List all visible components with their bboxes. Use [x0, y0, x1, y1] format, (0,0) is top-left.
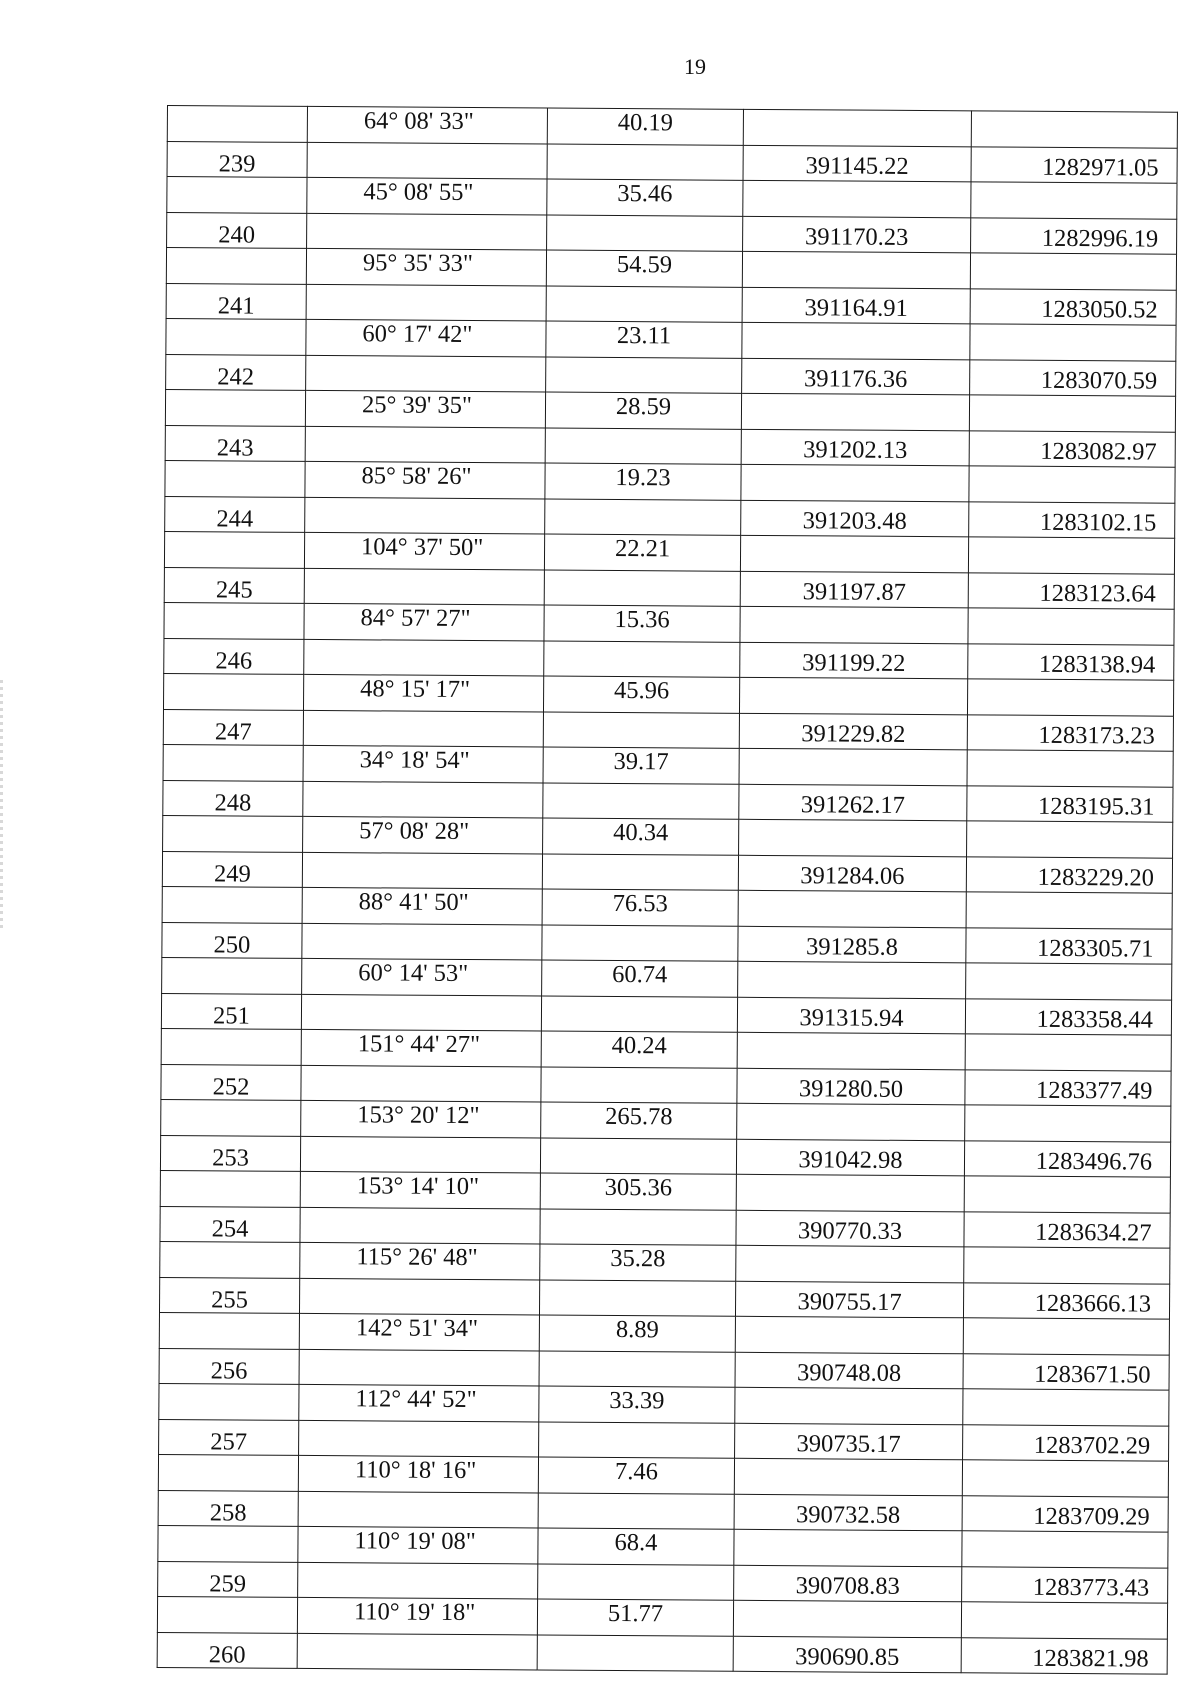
bearing-cell: [302, 852, 542, 889]
station-cell: [159, 1383, 299, 1419]
station-cell: 260: [157, 1632, 297, 1668]
distance-cell: 40.19: [547, 108, 743, 145]
northing-cell: 1283138.94: [968, 643, 1174, 680]
northing-cell: 1283671.50: [963, 1353, 1169, 1390]
easting-cell: [734, 1529, 962, 1566]
easting-cell: [738, 961, 966, 998]
bearing-cell: 64° 08' 33": [307, 106, 547, 143]
bearing-cell: [304, 568, 544, 605]
distance-cell: 35.46: [547, 179, 743, 216]
distance-cell: [541, 996, 737, 1033]
distance-cell: [538, 1563, 734, 1600]
station-cell: [167, 106, 307, 142]
distance-cell: 265.78: [541, 1102, 737, 1139]
bearing-cell: 153° 14' 10": [300, 1171, 540, 1208]
northing-cell: 1283102.15: [969, 501, 1175, 538]
easting-cell: 391284.06: [738, 855, 966, 892]
easting-cell: [741, 393, 969, 430]
easting-cell: [733, 1600, 961, 1637]
northing-cell: 1283229.20: [966, 856, 1172, 893]
bearing-cell: 48° 15' 17": [303, 674, 543, 711]
northing-cell: 1283634.27: [964, 1211, 1170, 1248]
distance-cell: 8.89: [539, 1315, 735, 1352]
easting-cell: [739, 677, 967, 714]
bearing-cell: [304, 639, 544, 676]
easting-cell: [741, 464, 969, 501]
easting-cell: 391164.91: [742, 287, 970, 324]
northing-cell: [968, 608, 1174, 645]
station-cell: 247: [163, 709, 303, 745]
northing-cell: 1283709.29: [962, 1495, 1168, 1532]
bearing-cell: 60° 17' 42": [306, 319, 546, 356]
station-cell: [164, 602, 304, 638]
easting-cell: [737, 1103, 965, 1140]
bearing-cell: [307, 142, 547, 179]
bearing-cell: 88° 41' 50": [302, 887, 542, 924]
station-cell: [159, 1312, 299, 1348]
bearing-cell: 115° 26' 48": [300, 1242, 540, 1279]
northing-cell: [967, 821, 1173, 858]
distance-cell: [546, 357, 742, 394]
distance-cell: [539, 1421, 735, 1458]
distance-cell: 54.59: [546, 250, 742, 287]
bearing-cell: 104° 37' 50": [304, 532, 544, 569]
easting-cell: [739, 819, 967, 856]
station-cell: 248: [163, 780, 303, 816]
station-cell: 245: [164, 567, 304, 603]
northing-cell: [961, 1602, 1167, 1639]
station-cell: 250: [162, 922, 302, 958]
station-cell: [163, 744, 303, 780]
easting-cell: 391280.50: [737, 1068, 965, 1105]
distance-cell: [547, 144, 743, 181]
northing-cell: 1283173.23: [967, 714, 1173, 751]
bearing-cell: 142° 51' 34": [299, 1313, 539, 1350]
station-cell: 257: [159, 1419, 299, 1455]
distance-cell: 28.59: [545, 392, 741, 429]
bearing-cell: [300, 1136, 540, 1173]
easting-cell: 391042.98: [736, 1139, 964, 1176]
distance-cell: [539, 1350, 735, 1387]
station-cell: 255: [159, 1277, 299, 1313]
page-number: 19: [684, 54, 706, 79]
northing-cell: 1283195.31: [967, 785, 1173, 822]
northing-cell: [967, 679, 1173, 716]
bearing-cell: 60° 14' 53": [302, 958, 542, 995]
northing-cell: 1283123.64: [968, 572, 1174, 609]
station-cell: 252: [161, 1064, 301, 1100]
easting-cell: 391145.22: [743, 145, 971, 182]
northing-cell: [964, 1176, 1170, 1213]
bearing-cell: 84° 57' 27": [304, 603, 544, 640]
distance-cell: [544, 641, 740, 678]
northing-cell: 1283050.52: [970, 288, 1176, 325]
bearing-cell: 110° 18' 16": [298, 1455, 538, 1492]
station-cell: [162, 886, 302, 922]
station-cell: [165, 389, 305, 425]
easting-cell: [735, 1316, 963, 1353]
station-cell: [158, 1525, 298, 1561]
distance-cell: [538, 1492, 734, 1529]
station-cell: [157, 1596, 297, 1632]
distance-cell: [541, 1067, 737, 1104]
distance-cell: 19.23: [545, 463, 741, 500]
northing-cell: [969, 466, 1175, 503]
station-cell: [164, 531, 304, 567]
station-cell: [166, 248, 306, 284]
distance-cell: 45.96: [543, 676, 739, 713]
easting-cell: [735, 1387, 963, 1424]
station-cell: [160, 1241, 300, 1277]
distance-cell: 68.4: [538, 1528, 734, 1565]
northing-cell: [962, 1531, 1168, 1568]
easting-cell: 391203.48: [741, 500, 969, 537]
survey-coordinates-table: [157, 105, 1178, 1675]
northing-cell: [969, 395, 1175, 432]
easting-cell: 391285.8: [738, 926, 966, 963]
northing-cell: 1283821.98: [961, 1637, 1167, 1674]
bearing-cell: [306, 355, 546, 392]
easting-cell: 391229.82: [739, 713, 967, 750]
easting-cell: 391262.17: [739, 784, 967, 821]
northing-cell: [965, 1105, 1171, 1142]
station-cell: 241: [166, 283, 306, 319]
station-cell: [158, 1454, 298, 1490]
distance-cell: 7.46: [538, 1457, 734, 1494]
station-cell: 253: [160, 1135, 300, 1171]
bearing-cell: 34° 18' 54": [303, 745, 543, 782]
easting-cell: 390755.17: [735, 1281, 963, 1318]
easting-cell: 390708.83: [734, 1565, 962, 1602]
scan-edge-mark: [0, 680, 3, 930]
northing-cell: 1283070.59: [970, 359, 1176, 396]
northing-cell: [963, 1318, 1169, 1355]
distance-cell: 22.21: [544, 534, 740, 571]
bearing-cell: 25° 39' 35": [305, 390, 545, 427]
distance-cell: [542, 925, 738, 962]
easting-cell: 391170.23: [743, 216, 971, 253]
northing-cell: 1283377.49: [965, 1069, 1171, 1106]
bearing-cell: [298, 1491, 538, 1528]
easting-cell: [742, 251, 970, 288]
bearing-cell: 153° 20' 12": [301, 1100, 541, 1137]
distance-cell: [547, 215, 743, 252]
bearing-cell: [301, 1065, 541, 1102]
easting-cell: [736, 1174, 964, 1211]
northing-cell: [967, 750, 1173, 787]
northing-cell: [966, 892, 1172, 929]
distance-cell: 35.28: [540, 1244, 736, 1281]
distance-cell: 39.17: [543, 747, 739, 784]
bearing-cell: 112° 44' 52": [299, 1384, 539, 1421]
distance-cell: 15.36: [544, 605, 740, 642]
station-cell: 258: [158, 1490, 298, 1526]
easting-cell: 390690.85: [733, 1636, 961, 1673]
survey-table-body: [157, 106, 1177, 1675]
bearing-cell: [305, 497, 545, 534]
northing-cell: [963, 1389, 1169, 1426]
easting-cell: 390735.17: [735, 1423, 963, 1460]
northing-cell: [971, 182, 1177, 219]
distance-cell: 305.36: [540, 1173, 736, 1210]
distance-cell: [545, 428, 741, 465]
bearing-cell: [303, 710, 543, 747]
station-cell: [163, 815, 303, 851]
station-cell: 246: [164, 638, 304, 674]
distance-cell: 76.53: [542, 889, 738, 926]
easting-cell: [737, 1032, 965, 1069]
easting-cell: [740, 606, 968, 643]
bearing-cell: 85° 58' 26": [305, 461, 545, 498]
distance-cell: 33.39: [539, 1386, 735, 1423]
station-cell: 256: [159, 1348, 299, 1384]
station-row: [157, 1632, 1167, 1674]
distance-cell: 40.34: [543, 818, 739, 855]
station-cell: 240: [167, 212, 307, 248]
distance-cell: [542, 854, 738, 891]
station-cell: [163, 673, 303, 709]
bearing-cell: [306, 284, 546, 321]
bearing-cell: [300, 1207, 540, 1244]
easting-cell: 390732.58: [734, 1494, 962, 1531]
distance-cell: [540, 1138, 736, 1175]
distance-cell: 60.74: [542, 960, 738, 997]
bearing-cell: [301, 994, 541, 1031]
distance-cell: [539, 1279, 735, 1316]
station-cell: [161, 1099, 301, 1135]
bearing-cell: 110° 19' 18": [297, 1597, 537, 1634]
northing-cell: [966, 963, 1172, 1000]
station-cell: [160, 1170, 300, 1206]
northing-cell: 1282996.19: [971, 217, 1177, 254]
northing-cell: 1283358.44: [965, 998, 1171, 1035]
station-cell: 259: [158, 1561, 298, 1597]
survey-table-container: [157, 105, 1177, 1675]
northing-cell: [962, 1460, 1168, 1497]
northing-cell: 1283773.43: [962, 1566, 1168, 1603]
easting-cell: 391202.13: [741, 429, 969, 466]
distance-cell: [543, 712, 739, 749]
northing-cell: 1283305.71: [966, 927, 1172, 964]
bearing-cell: 95° 35' 33": [306, 248, 546, 285]
northing-cell: 1282971.05: [971, 146, 1177, 183]
bearing-cell: 151° 44' 27": [301, 1029, 541, 1066]
station-cell: [161, 1028, 301, 1064]
bearing-cell: [299, 1349, 539, 1386]
bearing-cell: [303, 781, 543, 818]
bearing-cell: [305, 426, 545, 463]
easting-cell: [738, 890, 966, 927]
easting-cell: 390748.08: [735, 1352, 963, 1389]
easting-cell: [740, 535, 968, 572]
bearing-cell: 57° 08' 28": [303, 816, 543, 853]
northing-cell: 1283496.76: [964, 1140, 1170, 1177]
easting-cell: [739, 748, 967, 785]
bearing-cell: [302, 923, 542, 960]
bearing-cell: [297, 1633, 537, 1670]
distance-cell: [540, 1208, 736, 1245]
bearing-cell: 110° 19' 08": [298, 1526, 538, 1563]
distance-cell: 23.11: [546, 321, 742, 358]
distance-cell: [543, 783, 739, 820]
northing-cell: [964, 1247, 1170, 1284]
northing-cell: 1283082.97: [969, 430, 1175, 467]
station-cell: 239: [167, 141, 307, 177]
station-cell: [165, 460, 305, 496]
station-cell: 242: [166, 354, 306, 390]
bearing-cell: [299, 1420, 539, 1457]
bearing-cell: [298, 1562, 538, 1599]
distance-cell: 51.77: [537, 1599, 733, 1636]
easting-cell: 391315.94: [737, 997, 965, 1034]
northing-cell: [970, 253, 1176, 290]
station-cell: 244: [165, 496, 305, 532]
distance-cell: [544, 570, 740, 607]
northing-cell: [965, 1034, 1171, 1071]
easting-cell: [736, 1245, 964, 1282]
easting-cell: [742, 322, 970, 359]
distance-cell: [545, 499, 741, 536]
station-cell: 249: [162, 851, 302, 887]
northing-cell: 1283666.13: [963, 1282, 1169, 1319]
easting-cell: 391176.36: [742, 358, 970, 395]
easting-cell: 391197.87: [740, 571, 968, 608]
distance-cell: 40.24: [541, 1031, 737, 1068]
distance-cell: [546, 286, 742, 323]
northing-cell: [968, 537, 1174, 574]
easting-cell: 390770.33: [736, 1210, 964, 1247]
station-cell: 254: [160, 1206, 300, 1242]
distance-cell: [537, 1634, 733, 1671]
station-cell: 251: [161, 993, 301, 1029]
bearing-cell: 45° 08' 55": [307, 177, 547, 214]
easting-cell: 391199.22: [740, 642, 968, 679]
station-cell: [162, 957, 302, 993]
easting-cell: [743, 180, 971, 217]
northing-cell: 1283702.29: [963, 1424, 1169, 1461]
station-cell: 243: [165, 425, 305, 461]
northing-cell: [970, 324, 1176, 361]
easting-cell: [743, 109, 971, 146]
easting-cell: [734, 1458, 962, 1495]
station-cell: [166, 318, 306, 354]
bearing-cell: [299, 1278, 539, 1315]
bearing-cell: [307, 213, 547, 250]
northing-cell: [971, 111, 1177, 148]
station-cell: [167, 177, 307, 213]
